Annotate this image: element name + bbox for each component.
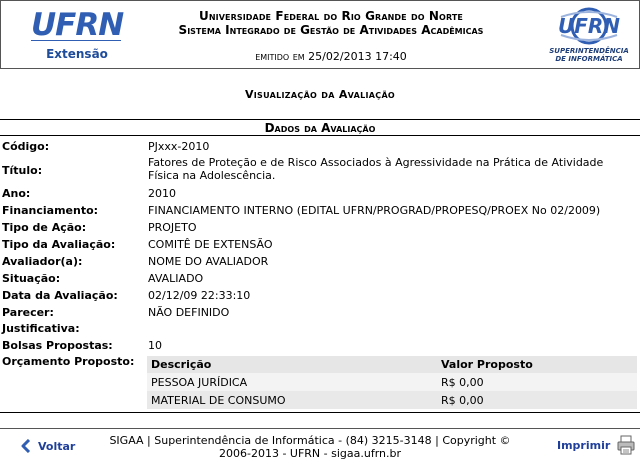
back-button[interactable] <box>20 439 75 453</box>
sinfo-logo-mark: UFRN <box>557 14 621 38</box>
section-divider <box>0 135 640 136</box>
budget-col-description: Descrição <box>147 356 437 373</box>
institution-name: Universidade Federal do Rio Grande do Norte <box>199 9 463 23</box>
field-value: PROJETO <box>148 221 197 234</box>
sinfo-logo-caption: SUPERINTENDÊNCIA DE INFORMÁTICA <box>549 47 629 63</box>
footer-line-1: SIGAA | Superintendência de Informática - (84) 3215-3148 | Copyright © <box>109 434 511 447</box>
logo-subtitle: Extensão <box>46 47 108 61</box>
budget-description-cell: MATERIAL DE CONSUMO <box>147 391 437 409</box>
field-value: COMITÊ DE EXTENSÃO <box>148 238 273 251</box>
report-footer <box>0 428 640 462</box>
field-label: Situação: <box>2 272 61 285</box>
field-value: Fatores de Proteção e de Risco Associados à Agressividade na Prática de Atividade Física na Adolescência. <box>148 156 604 182</box>
back-label: Voltar <box>38 439 76 453</box>
field-value: 2010 <box>148 187 176 200</box>
budget-description-cell: PESSOA JURÍDICA <box>147 373 437 391</box>
field-label: Código: <box>2 140 50 153</box>
budget-value-cell: R$ 0,00 <box>437 373 637 391</box>
footer-info <box>100 434 520 460</box>
institution-block <box>151 9 511 63</box>
chevron-left-icon <box>20 439 33 453</box>
table-row <box>147 373 637 391</box>
printer-icon[interactable] <box>617 435 635 455</box>
field-label: Parecer: <box>2 306 54 319</box>
field-label: Bolsas Propostas: <box>2 339 113 352</box>
logo-underline <box>31 40 121 43</box>
sinfo-logo <box>547 7 631 65</box>
budget-col-value: Valor Proposto <box>437 356 637 373</box>
field-label: Tipo de Ação: <box>2 221 87 234</box>
budget-header-row <box>147 356 637 373</box>
field-label: Orçamento Proposto: <box>2 355 135 368</box>
ufrn-logo-text: UFRN <box>31 7 124 43</box>
sinfo-logo-graphic <box>551 7 627 45</box>
field-label: Data da Avaliação: <box>2 289 118 302</box>
field-value: NOME DO AVALIADOR <box>148 255 269 268</box>
system-name: Sistema Integrado de Gestão de Atividades Acadêmicas <box>178 23 484 37</box>
table-row <box>147 391 637 409</box>
report-header <box>0 0 640 69</box>
emitted-timestamp: emitido em 25/02/2013 17:40 <box>255 50 407 63</box>
print-button[interactable]: Imprimir <box>557 439 611 452</box>
section-title: Dados da Avaliação <box>264 121 376 135</box>
field-label: Financiamento: <box>2 204 99 217</box>
field-value: FINANCIAMENTO INTERNO (EDITAL UFRN/PROGRAD/PROPESQ/PROEX No 02/2009) <box>148 204 601 217</box>
page-title: Visualização da Avaliação <box>244 88 396 101</box>
field-value: AVALIADO <box>148 272 204 285</box>
field-label: Ano: <box>2 187 31 200</box>
budget-value-cell: R$ 0,00 <box>437 391 637 409</box>
ufrn-extensao-logo <box>29 7 125 63</box>
field-label: Justificativa: <box>2 322 80 335</box>
field-value: 02/12/09 22:33:10 <box>148 289 251 302</box>
field-value: NÃO DEFINIDO <box>148 306 230 319</box>
field-value: PJxxx-2010 <box>148 140 210 153</box>
footer-line-2: 2006-2013 - UFRN - sigaa.ufrn.br <box>218 447 402 460</box>
field-value: 10 <box>148 339 162 352</box>
field-label: Título: <box>2 164 43 177</box>
field-label: Avaliador(a): <box>2 255 83 268</box>
field-label: Tipo da Avaliação: <box>2 238 116 251</box>
budget-table <box>147 356 637 409</box>
